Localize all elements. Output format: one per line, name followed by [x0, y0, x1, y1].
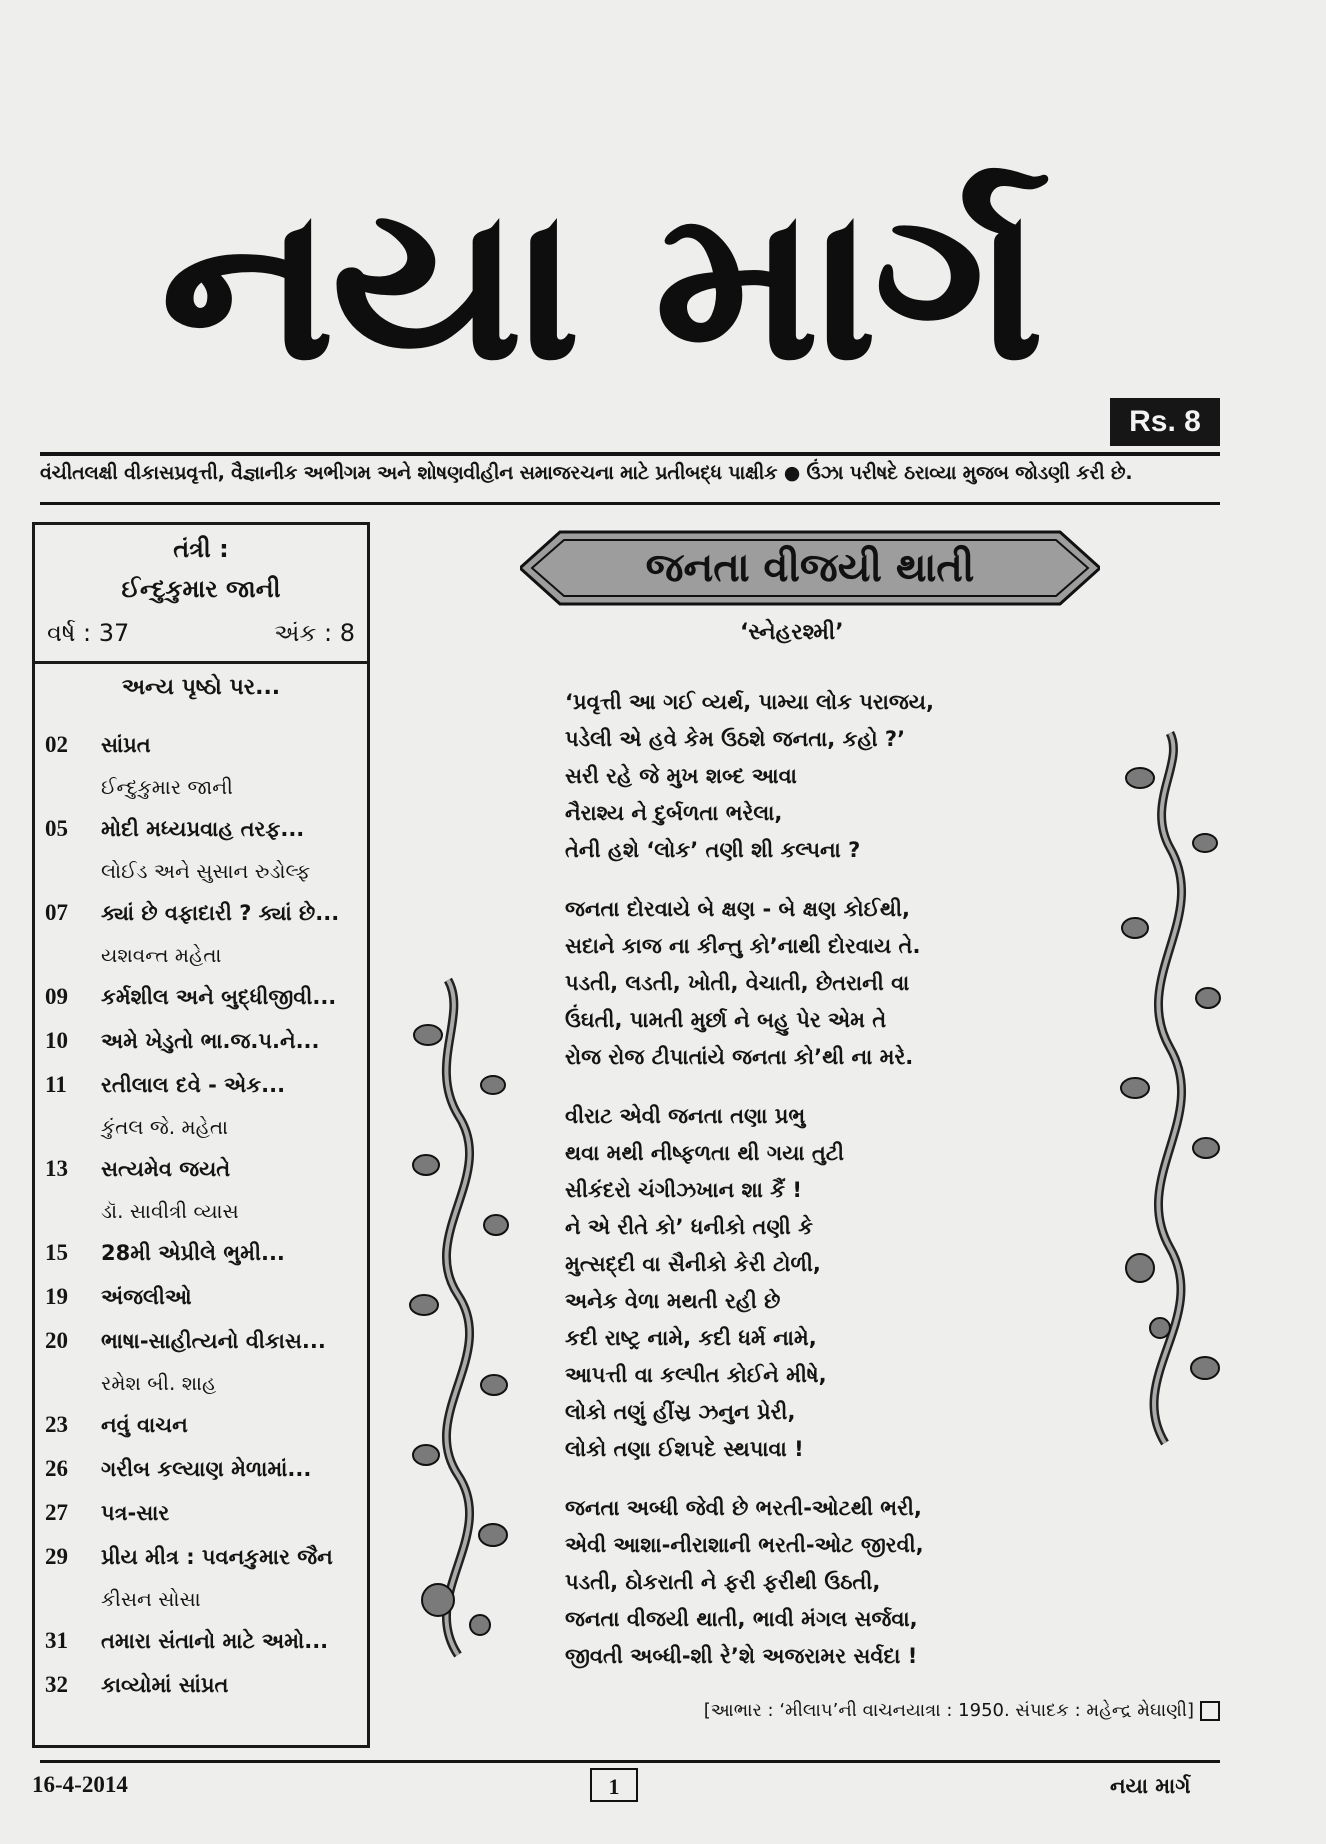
- contents-entry-row: [45, 975, 363, 1019]
- contents-entry-row: [45, 1535, 363, 1579]
- poem-line: મુત્સદ્દી વા સૈનીકો કેરી ટોળી,: [565, 1252, 821, 1276]
- contents-entry-title: કાવ્યોમાં સાંપ્રત: [101, 1673, 229, 1697]
- poem-line: પડતી, લડતી, ખોતી, વેચાતી, છેતરાની વા: [565, 971, 910, 995]
- contents-entry-title: તમારા સંતાનો માટે અમો...: [101, 1629, 329, 1653]
- poem-line: જીવતી અબ્ધી-શી રે’શે અજરામર સર્વદા !: [565, 1644, 918, 1668]
- contents-divider: [35, 661, 367, 664]
- poem-stanza: [565, 1098, 1005, 1468]
- poem-line: થવા મથી નીષ્ફળતા થી ગયા તુટી: [565, 1141, 844, 1165]
- contents-entry-row: [45, 891, 363, 935]
- tagline: વંચીતલક્ષી વીકાસપ્રવૃત્તી, વૈજ્ઞાનીક અભીગમ અને શોષણવીહીન સમાજરચના માટે પ્રતીબદ્ધ પાક્ષીક ● ઉંઝા પરીષદે ઠરાવ્યા મુજબ જોડણી કરી છે.: [40, 462, 1133, 484]
- issue-number: અંક : 8: [274, 619, 355, 647]
- contents-entry: [45, 723, 363, 807]
- contents-entry-row: [45, 1147, 363, 1191]
- poem-line: પડતી, ઠોકરાતી ને ફરી ફરીથી ઉઠતી,: [565, 1570, 881, 1594]
- poem-line: પડેલી એ હવે કેમ ઉઠશે જનતા, કહો ?’: [565, 727, 906, 751]
- contents-entry-row: [45, 1275, 363, 1319]
- poem-line: ‘પ્રવૃત્તી આ ગઈ વ્યર્થ, પામ્યા લોક પરાજય,: [565, 690, 934, 714]
- contents-entry-row: [45, 723, 363, 767]
- poem-line: વીરાટ એવી જનતા તણા પ્રભુ: [565, 1104, 806, 1128]
- contents-entry-author: કુંતલ જે. મહેતા: [101, 1115, 228, 1139]
- contents-entry: [45, 1491, 363, 1535]
- contents-entry-author: લોઈડ અને સુસાન રુડોલ્ફ: [101, 859, 311, 883]
- contents-entry-row: [45, 1619, 363, 1663]
- page-number: 1: [590, 1768, 638, 1802]
- contents-entry: [45, 1663, 363, 1707]
- contents-entry: [45, 1147, 363, 1231]
- poem-line: ને એ રીતે કો’ ધનીકો તણી કે: [565, 1215, 813, 1239]
- contents-entry: [45, 1275, 363, 1319]
- editor-label: તંત્રી :: [173, 535, 229, 563]
- credit-line: [540, 1700, 1220, 1721]
- contents-entry: [45, 807, 363, 891]
- contents-entry-title: અંજલીઓ: [101, 1285, 192, 1309]
- poem-line: કદી રાષ્ટ્ર નામે, કદી ધર્મ નામે,: [565, 1326, 817, 1350]
- contents-entry-title: નવું વાચન: [101, 1413, 188, 1437]
- contents-entry-title: ગરીબ કલ્યાણ મેળામાં...: [101, 1457, 312, 1481]
- contents-page-number: 23: [45, 1412, 68, 1437]
- contents-page-number: 32: [45, 1672, 68, 1697]
- contents-entry-row: [45, 1319, 363, 1363]
- masthead-title: નયા માર્ગ: [160, 162, 1041, 407]
- poem-line: સરી રહે જે મુખ શબ્દ આવા: [565, 764, 797, 788]
- contents-entry: [45, 1019, 363, 1063]
- contents-page-number: 07: [45, 900, 68, 925]
- contents-page-number: 26: [45, 1456, 68, 1481]
- contents-entry-author: કીસન સોસા: [101, 1587, 201, 1611]
- contents-entry-title: સત્યમેવ જયતે: [101, 1157, 231, 1181]
- left-vine-ornament: [398, 975, 528, 1665]
- contents-entry-title: કર્મશીલ અને બુદ્ધીજીવી...: [101, 985, 337, 1009]
- poem-line: ઉંઘતી, પામતી મુર્છા ને બહુ પેર એમ તે: [565, 1008, 887, 1032]
- credit-text: [આભાર : ‘મીલાપ’ની વાચનયાત્રા : 1950. સંપાદક : મહેન્દ્ર મેઘાણી]: [703, 1700, 1194, 1721]
- contents-entry-title: ક્યાં છે વફાદારી ? ક્યાં છે...: [101, 901, 340, 925]
- contents-entry-row: [45, 1663, 363, 1707]
- contents-entry: [45, 1063, 363, 1147]
- footer-publication-name: નયા માર્ગ: [1110, 1774, 1191, 1798]
- contents-entry: [45, 1403, 363, 1447]
- article-title: જનતા વીજયી થાતી: [645, 545, 975, 591]
- contents-page-number: 05: [45, 816, 68, 841]
- contents-entry-title: રતીલાલ દવે - એક...: [101, 1073, 286, 1097]
- editor-name: ઈન્દુકુમાર જાની: [121, 575, 281, 603]
- contents-entry-row: [45, 1019, 363, 1063]
- footer-rule: [40, 1760, 1220, 1763]
- contents-page-number: 19: [45, 1284, 68, 1309]
- poem-line: જનતા દોરવાયે બે ક્ષણ - બે ક્ષણ કોઈથી,: [565, 897, 910, 921]
- contents-page-number: 02: [45, 732, 68, 757]
- contents-entry-author: ઈન્દુકુમાર જાની: [101, 775, 233, 799]
- contents-list: [45, 723, 363, 1707]
- poem-line: લોકો તણા ઈશપદે સ્થપાવા !: [565, 1437, 804, 1461]
- poem-stanza: [565, 891, 1005, 1076]
- contents-page-number: 09: [45, 984, 68, 1009]
- contents-entry-author: ડૉ. સાવીત્રી વ્યાસ: [101, 1199, 239, 1223]
- contents-page-number: 10: [45, 1028, 68, 1053]
- issue-date: 16-4-2014: [32, 1772, 128, 1797]
- poem-line: જનતા વીજયી થાતી, ભાવી મંગલ સર્જવા,: [565, 1607, 918, 1631]
- tagline-rule: [40, 502, 1220, 505]
- contents-entry-title: મોદી મધ્યપ્રવાહ તરફ...: [101, 817, 305, 841]
- contents-page-number: 11: [45, 1072, 67, 1097]
- poem-line: અનેક વેળા મથતી રહી છે: [565, 1289, 781, 1313]
- contents-page-number: 31: [45, 1628, 68, 1653]
- masthead-rule: [40, 452, 1220, 456]
- contents-entry: [45, 1231, 363, 1275]
- poet-name: ‘સ્નેહરશ્મી’: [740, 620, 844, 645]
- contents-entry: [45, 1619, 363, 1663]
- contents-entry-title: ભાષા-સાહીત્યનો વીકાસ...: [101, 1329, 326, 1353]
- contents-entry-row: [45, 1403, 363, 1447]
- poem-line: જનતા અબ્ધી જેવી છે ભરતી-ઓટથી ભરી,: [565, 1496, 922, 1520]
- poem-stanza: [565, 1490, 1005, 1675]
- contents-entry-row: [45, 1447, 363, 1491]
- contents-entry-row: [45, 807, 363, 851]
- contents-box: [32, 522, 370, 1748]
- contents-entry-row: [45, 1063, 363, 1107]
- poem-line: લોકો તણું હીંસ્ર ઝનુન પ્રેરી,: [565, 1400, 796, 1424]
- contents-entry: [45, 1535, 363, 1619]
- contents-entry-title: 28મી એપ્રીલે ભુમી...: [101, 1241, 285, 1265]
- poem-stanza: [565, 684, 1005, 869]
- contents-page-number: 20: [45, 1328, 68, 1353]
- contents-entry-row: [45, 1491, 363, 1535]
- contents-entry: [45, 1319, 363, 1403]
- contents-page-number: 27: [45, 1500, 68, 1525]
- poem: [565, 684, 1005, 1697]
- contents-entry-author: યશવન્ત મહેતા: [101, 943, 222, 967]
- contents-page-number: 15: [45, 1240, 68, 1265]
- poem-line: આપત્તી વા કલ્પીત કોઈને મીષે,: [565, 1363, 827, 1387]
- contents-page-number: 13: [45, 1156, 68, 1181]
- contents-page-number: 29: [45, 1544, 68, 1569]
- contents-entry: [45, 891, 363, 975]
- volume-number: વર્ષ : 37: [47, 619, 130, 647]
- contents-entry-title: અમે ખેડુતો ભા.જ.પ.ને...: [101, 1029, 320, 1053]
- contents-entry-title: સાંપ્રત: [101, 733, 151, 757]
- contents-entry: [45, 975, 363, 1019]
- right-vine-ornament: [1110, 728, 1230, 1448]
- contents-entry-row: [45, 1231, 363, 1275]
- poem-line: રોજ રોજ ટીપાતાંયે જનતા કો’થી ના મરે.: [565, 1045, 914, 1069]
- contents-entry-author: રમેશ બી. શાહ: [101, 1371, 217, 1395]
- poem-line: નૈરાશ્ય ને દુર્બળતા ભરેલા,: [565, 801, 783, 825]
- contents-entry-title: પ્રીય મીત્ર : પવનકુમાર જૈન: [101, 1545, 333, 1569]
- poem-line: તેની હશે ‘લોક’ તણી શી કલ્પના ?: [565, 838, 861, 862]
- poem-line: એવી આશા-નીરાશાની ભરતી-ઓટ જીરવી,: [565, 1533, 924, 1557]
- poem-line: સદાને કાજ ના કીન્તુ કો’નાથી દોરવાય તે.: [565, 934, 921, 958]
- price-badge: Rs. 8: [1110, 398, 1220, 446]
- contents-entry-title: પત્ર-સાર: [101, 1501, 170, 1525]
- other-pages-heading: અન્ય પૃષ્ઠો પર...: [121, 675, 281, 700]
- contents-entry: [45, 1447, 363, 1491]
- poem-line: સીકંદરો ચંગીઝખાન શા કૈં !: [565, 1178, 802, 1202]
- end-mark-icon: [1200, 1701, 1220, 1721]
